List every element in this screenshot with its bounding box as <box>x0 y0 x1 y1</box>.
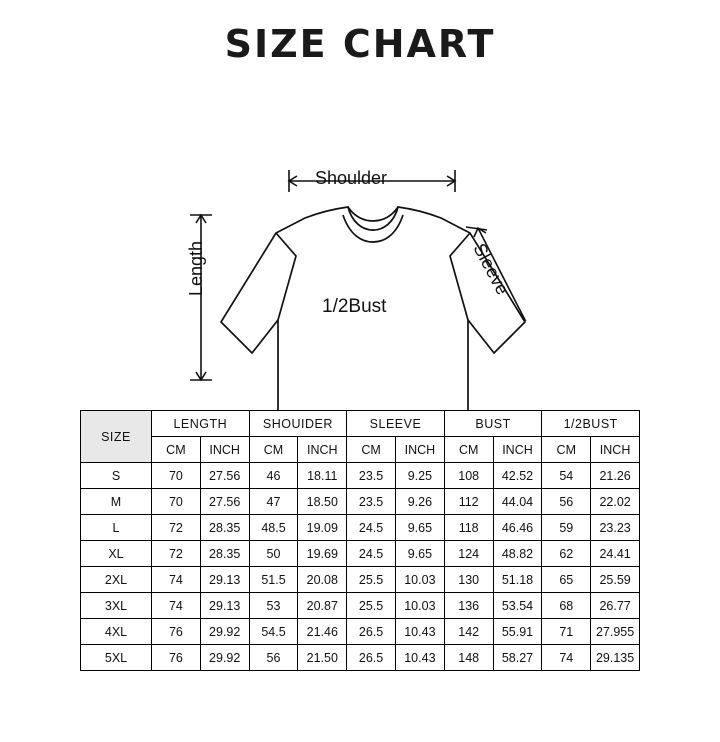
cell-shoulder-inch: 18.50 <box>298 489 347 515</box>
cell-sleeve-cm: 24.5 <box>347 515 396 541</box>
cell-half-bust-inch: 27.955 <box>591 619 640 645</box>
header-length: LENGTH <box>152 411 250 437</box>
cell-sleeve-inch: 10.03 <box>395 567 444 593</box>
cell-sleeve-cm: 25.5 <box>347 593 396 619</box>
tshirt-measurement-diagram <box>0 70 720 410</box>
cell-length-inch: 27.56 <box>200 489 249 515</box>
cell-sleeve-cm: 25.5 <box>347 567 396 593</box>
unit-bust-cm: CM <box>444 437 493 463</box>
unit-sleeve-cm: CM <box>347 437 396 463</box>
cell-sleeve-inch: 10.43 <box>395 619 444 645</box>
cell-half-bust-inch: 23.23 <box>591 515 640 541</box>
cell-bust-inch: 53.54 <box>493 593 542 619</box>
cell-half-bust-inch: 29.135 <box>591 645 640 671</box>
cell-bust-inch: 51.18 <box>493 567 542 593</box>
cell-length-inch: 29.92 <box>200 645 249 671</box>
cell-half-bust-inch: 24.41 <box>591 541 640 567</box>
cell-length-inch: 27.56 <box>200 463 249 489</box>
cell-half-bust-cm: 74 <box>542 645 591 671</box>
cell-half-bust-inch: 25.59 <box>591 567 640 593</box>
cell-bust-cm: 108 <box>444 463 493 489</box>
unit-half-bust-cm: CM <box>542 437 591 463</box>
cell-bust-inch: 42.52 <box>493 463 542 489</box>
cell-shoulder-inch: 19.69 <box>298 541 347 567</box>
cell-bust-cm: 142 <box>444 619 493 645</box>
cell-length-cm: 76 <box>152 619 201 645</box>
cell-shoulder-inch: 18.11 <box>298 463 347 489</box>
cell-sleeve-cm: 24.5 <box>347 541 396 567</box>
cell-length-cm: 74 <box>152 593 201 619</box>
row-size: 3XL <box>81 593 152 619</box>
cell-bust-cm: 148 <box>444 645 493 671</box>
cell-length-cm: 72 <box>152 515 201 541</box>
cell-sleeve-inch: 9.26 <box>395 489 444 515</box>
cell-shoulder-cm: 53 <box>249 593 298 619</box>
unit-bust-inch: INCH <box>493 437 542 463</box>
cell-half-bust-cm: 54 <box>542 463 591 489</box>
cell-half-bust-cm: 62 <box>542 541 591 567</box>
header-half-bust: 1/2BUST <box>542 411 640 437</box>
table-body <box>81 463 640 671</box>
table-row <box>81 567 640 593</box>
cell-length-cm: 70 <box>152 489 201 515</box>
cell-length-inch: 29.92 <box>200 619 249 645</box>
table-row <box>81 515 640 541</box>
cell-bust-inch: 48.82 <box>493 541 542 567</box>
unit-shoulder-inch: INCH <box>298 437 347 463</box>
tshirt-illustration <box>0 70 720 410</box>
cell-shoulder-cm: 46 <box>249 463 298 489</box>
cell-bust-cm: 118 <box>444 515 493 541</box>
row-size: 5XL <box>81 645 152 671</box>
cell-length-cm: 72 <box>152 541 201 567</box>
cell-length-inch: 29.13 <box>200 567 249 593</box>
cell-bust-inch: 46.46 <box>493 515 542 541</box>
row-size: 2XL <box>81 567 152 593</box>
cell-sleeve-inch: 10.43 <box>395 645 444 671</box>
cell-shoulder-cm: 56 <box>249 645 298 671</box>
cell-half-bust-cm: 71 <box>542 619 591 645</box>
unit-shoulder-cm: CM <box>249 437 298 463</box>
cell-sleeve-cm: 26.5 <box>347 619 396 645</box>
cell-bust-cm: 136 <box>444 593 493 619</box>
page-title: SIZE CHART <box>224 22 496 66</box>
unit-header-row <box>81 437 640 463</box>
cell-shoulder-cm: 54.5 <box>249 619 298 645</box>
header-bust: BUST <box>444 411 542 437</box>
cell-half-bust-cm: 59 <box>542 515 591 541</box>
header-sleeve: SLEEVE <box>347 411 445 437</box>
cell-half-bust-inch: 22.02 <box>591 489 640 515</box>
row-size: S <box>81 463 152 489</box>
row-size: 4XL <box>81 619 152 645</box>
table-row <box>81 619 640 645</box>
cell-half-bust-cm: 56 <box>542 489 591 515</box>
cell-sleeve-inch: 9.65 <box>395 541 444 567</box>
cell-shoulder-cm: 51.5 <box>249 567 298 593</box>
cell-sleeve-cm: 23.5 <box>347 463 396 489</box>
cell-sleeve-inch: 10.03 <box>395 593 444 619</box>
cell-shoulder-inch: 21.50 <box>298 645 347 671</box>
table-row <box>81 645 640 671</box>
cell-length-cm: 76 <box>152 645 201 671</box>
cell-length-inch: 29.13 <box>200 593 249 619</box>
cell-shoulder-cm: 48.5 <box>249 515 298 541</box>
cell-shoulder-inch: 20.08 <box>298 567 347 593</box>
cell-length-inch: 28.35 <box>200 541 249 567</box>
cell-bust-inch: 55.91 <box>493 619 542 645</box>
cell-half-bust-cm: 68 <box>542 593 591 619</box>
table-row <box>81 593 640 619</box>
cell-length-cm: 70 <box>152 463 201 489</box>
table-head <box>81 411 640 463</box>
group-header-row <box>81 411 640 437</box>
cell-bust-cm: 124 <box>444 541 493 567</box>
cell-shoulder-cm: 47 <box>249 489 298 515</box>
cell-bust-inch: 44.04 <box>493 489 542 515</box>
unit-half-bust-inch: INCH <box>591 437 640 463</box>
cell-shoulder-cm: 50 <box>249 541 298 567</box>
table-row <box>81 489 640 515</box>
cell-shoulder-inch: 20.87 <box>298 593 347 619</box>
unit-length-cm: CM <box>152 437 201 463</box>
cell-length-cm: 74 <box>152 567 201 593</box>
cell-bust-cm: 112 <box>444 489 493 515</box>
cell-length-inch: 28.35 <box>200 515 249 541</box>
cell-half-bust-inch: 21.26 <box>591 463 640 489</box>
cell-sleeve-cm: 26.5 <box>347 645 396 671</box>
header-size: SIZE <box>81 411 152 463</box>
header-shoulder: SHOUIDER <box>249 411 347 437</box>
shoulder-label: Shoulder <box>315 168 388 188</box>
unit-length-inch: INCH <box>200 437 249 463</box>
row-size: XL <box>81 541 152 567</box>
cell-sleeve-inch: 9.25 <box>395 463 444 489</box>
cell-sleeve-cm: 23.5 <box>347 489 396 515</box>
row-size: M <box>81 489 152 515</box>
length-label: Length <box>186 240 206 296</box>
cell-bust-cm: 130 <box>444 567 493 593</box>
table-row <box>81 463 640 489</box>
size-chart-table <box>80 410 640 671</box>
cell-half-bust-cm: 65 <box>542 567 591 593</box>
bust-label: 1/2Bust <box>322 296 387 317</box>
unit-sleeve-inch: INCH <box>395 437 444 463</box>
table-row <box>81 541 640 567</box>
length-arrow <box>190 215 212 380</box>
cell-sleeve-inch: 9.65 <box>395 515 444 541</box>
row-size: L <box>81 515 152 541</box>
cell-half-bust-inch: 26.77 <box>591 593 640 619</box>
cell-bust-inch: 58.27 <box>493 645 542 671</box>
cell-shoulder-inch: 19.09 <box>298 515 347 541</box>
sleeve-label: Sleeve <box>469 240 513 298</box>
cell-shoulder-inch: 21.46 <box>298 619 347 645</box>
